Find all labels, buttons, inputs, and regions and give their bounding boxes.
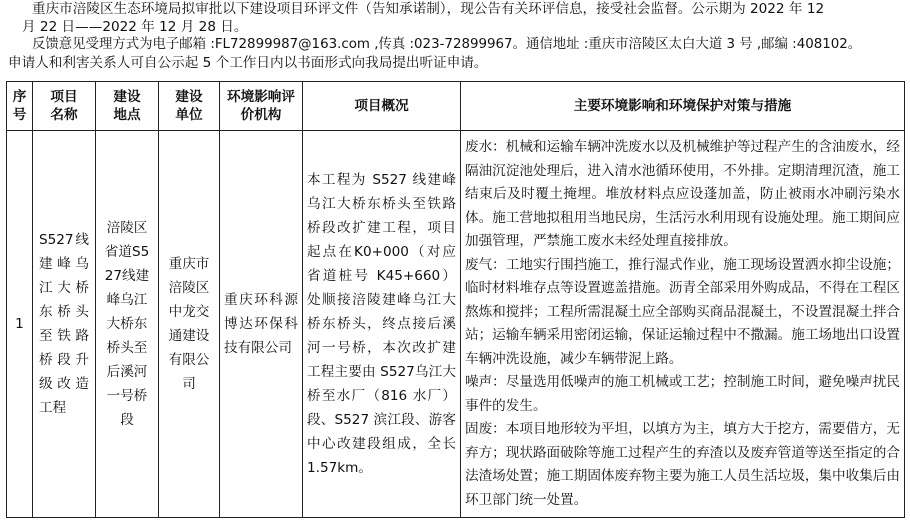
row-overview-text: 本工程为 S527 线建峰乌江大桥东桥头至铁路桥段改扩建工程，项目起点在K0+000（对应省道桩号 K45+660）处顺接涪陵建峰乌江大桥东桥头，终点接后溪河一号桥，本次改扩建工程主要由 S527乌江大桥至水厂（816 水厂）段、S527 滨江段、游客中心改建段组成，全长 1.57km。 [307,172,456,476]
measure-solid: 固废：本项目地形较为平坦，以填方为主，填方大于挖方，需要借方，无弃方；现状路面破除等施工过程产生的弃渣以及废弃管道等送至指定的合法渣场处置；施工期固体废弃物主要为施工人员生活垃圾，集中收集后由环卫部门统一处置。 [465,421,900,508]
intro-line-3: 反馈意见受理方式为电子邮箱 :FL72899987@163.com ,传真 :023-72899967。通信地址 :重庆市涪陵区太白大道 3 号 ,邮编 :408102。 [32,37,862,52]
measures-block [461,134,904,514]
row-location-text: 涪陵区省道S527线建峰乌江大桥东桥头至后溪河一号桥段 [104,220,150,428]
row-seq-text: 1 [15,316,24,332]
row-measures [461,131,905,518]
header-unit: 建设单位 [159,82,220,131]
row-name [33,131,96,518]
project-table [6,81,905,518]
row-agency-text: 重庆环科源博达环保科技有限公司 [224,292,298,356]
measure-water: 废水：机械和运输车辆冲洗废水以及机械维护等过程产生的含油废水，经隔油沉淀池处理后，进入清水池循环使用，不外排。定期清理沉渣，施工结束后及时覆土掩埋。堆放材料点应设蓬加盖，防止被雨水冲刷污染水体。施工营地拟租用当地民房，生活污水利用现有设施处理。施工期间应加强管理，严禁施工废水未经处理直接排放。 [465,139,900,249]
header-overview: 项目概况 [303,82,461,131]
intro-line-1: 重庆市涪陵区生态环境局拟审批以下建设项目环评文件（告知承诺制），现公告有关环评信息，接受社会监督。公示期为 2022 年 12 [32,1,825,17]
measure-noise: 噪声：尽量选用低噪声的施工机械或工艺；控制施工时间，避免噪声扰民事件的发生。 [465,374,900,414]
row-unit [159,131,220,518]
row-location [96,131,159,518]
header-location: 建设地点 [96,82,159,131]
header-name: 项目名称 [33,82,96,131]
intro-line-2: 月 22 日——2022 年 12 月 28 日。 [22,19,248,35]
row-seq [7,131,33,518]
row-agency [220,131,303,518]
announcement-intro [0,0,910,72]
table-header-row [7,82,905,131]
row-name-text: S527线建峰乌江大桥东桥头至铁路桥段升级改造工程 [39,232,89,416]
table-row [7,131,905,518]
header-agency: 环境影响评价机构 [220,82,303,131]
row-unit-text: 重庆市涪陵区中龙交通建设有限公司 [168,256,210,392]
header-seq: 序号 [7,82,33,131]
measure-air: 废气：工地实行围挡施工，推行湿式作业，施工现场设置洒水抑尘设施；临时材料堆存点等设置遮盖措施。沥青全部采用外购成品，不得在工程区熬炼和搅拌；工程所需混凝土应全部购买商品混凝土，不设置混凝土拌合站；运输车辆采用密闭运输，保证运输过程中不撒漏。施工场地出口设置车辆冲洗设施，减少车辆带泥上路。 [465,256,900,367]
intro-line-4: 申请人和利害关系人可自公示起 5 个工作日内以书面形式向我局提出听证申请。 [8,55,488,71]
header-measures: 主要环境影响和环境保护对策与措施 [461,82,905,131]
row-overview [303,131,461,518]
